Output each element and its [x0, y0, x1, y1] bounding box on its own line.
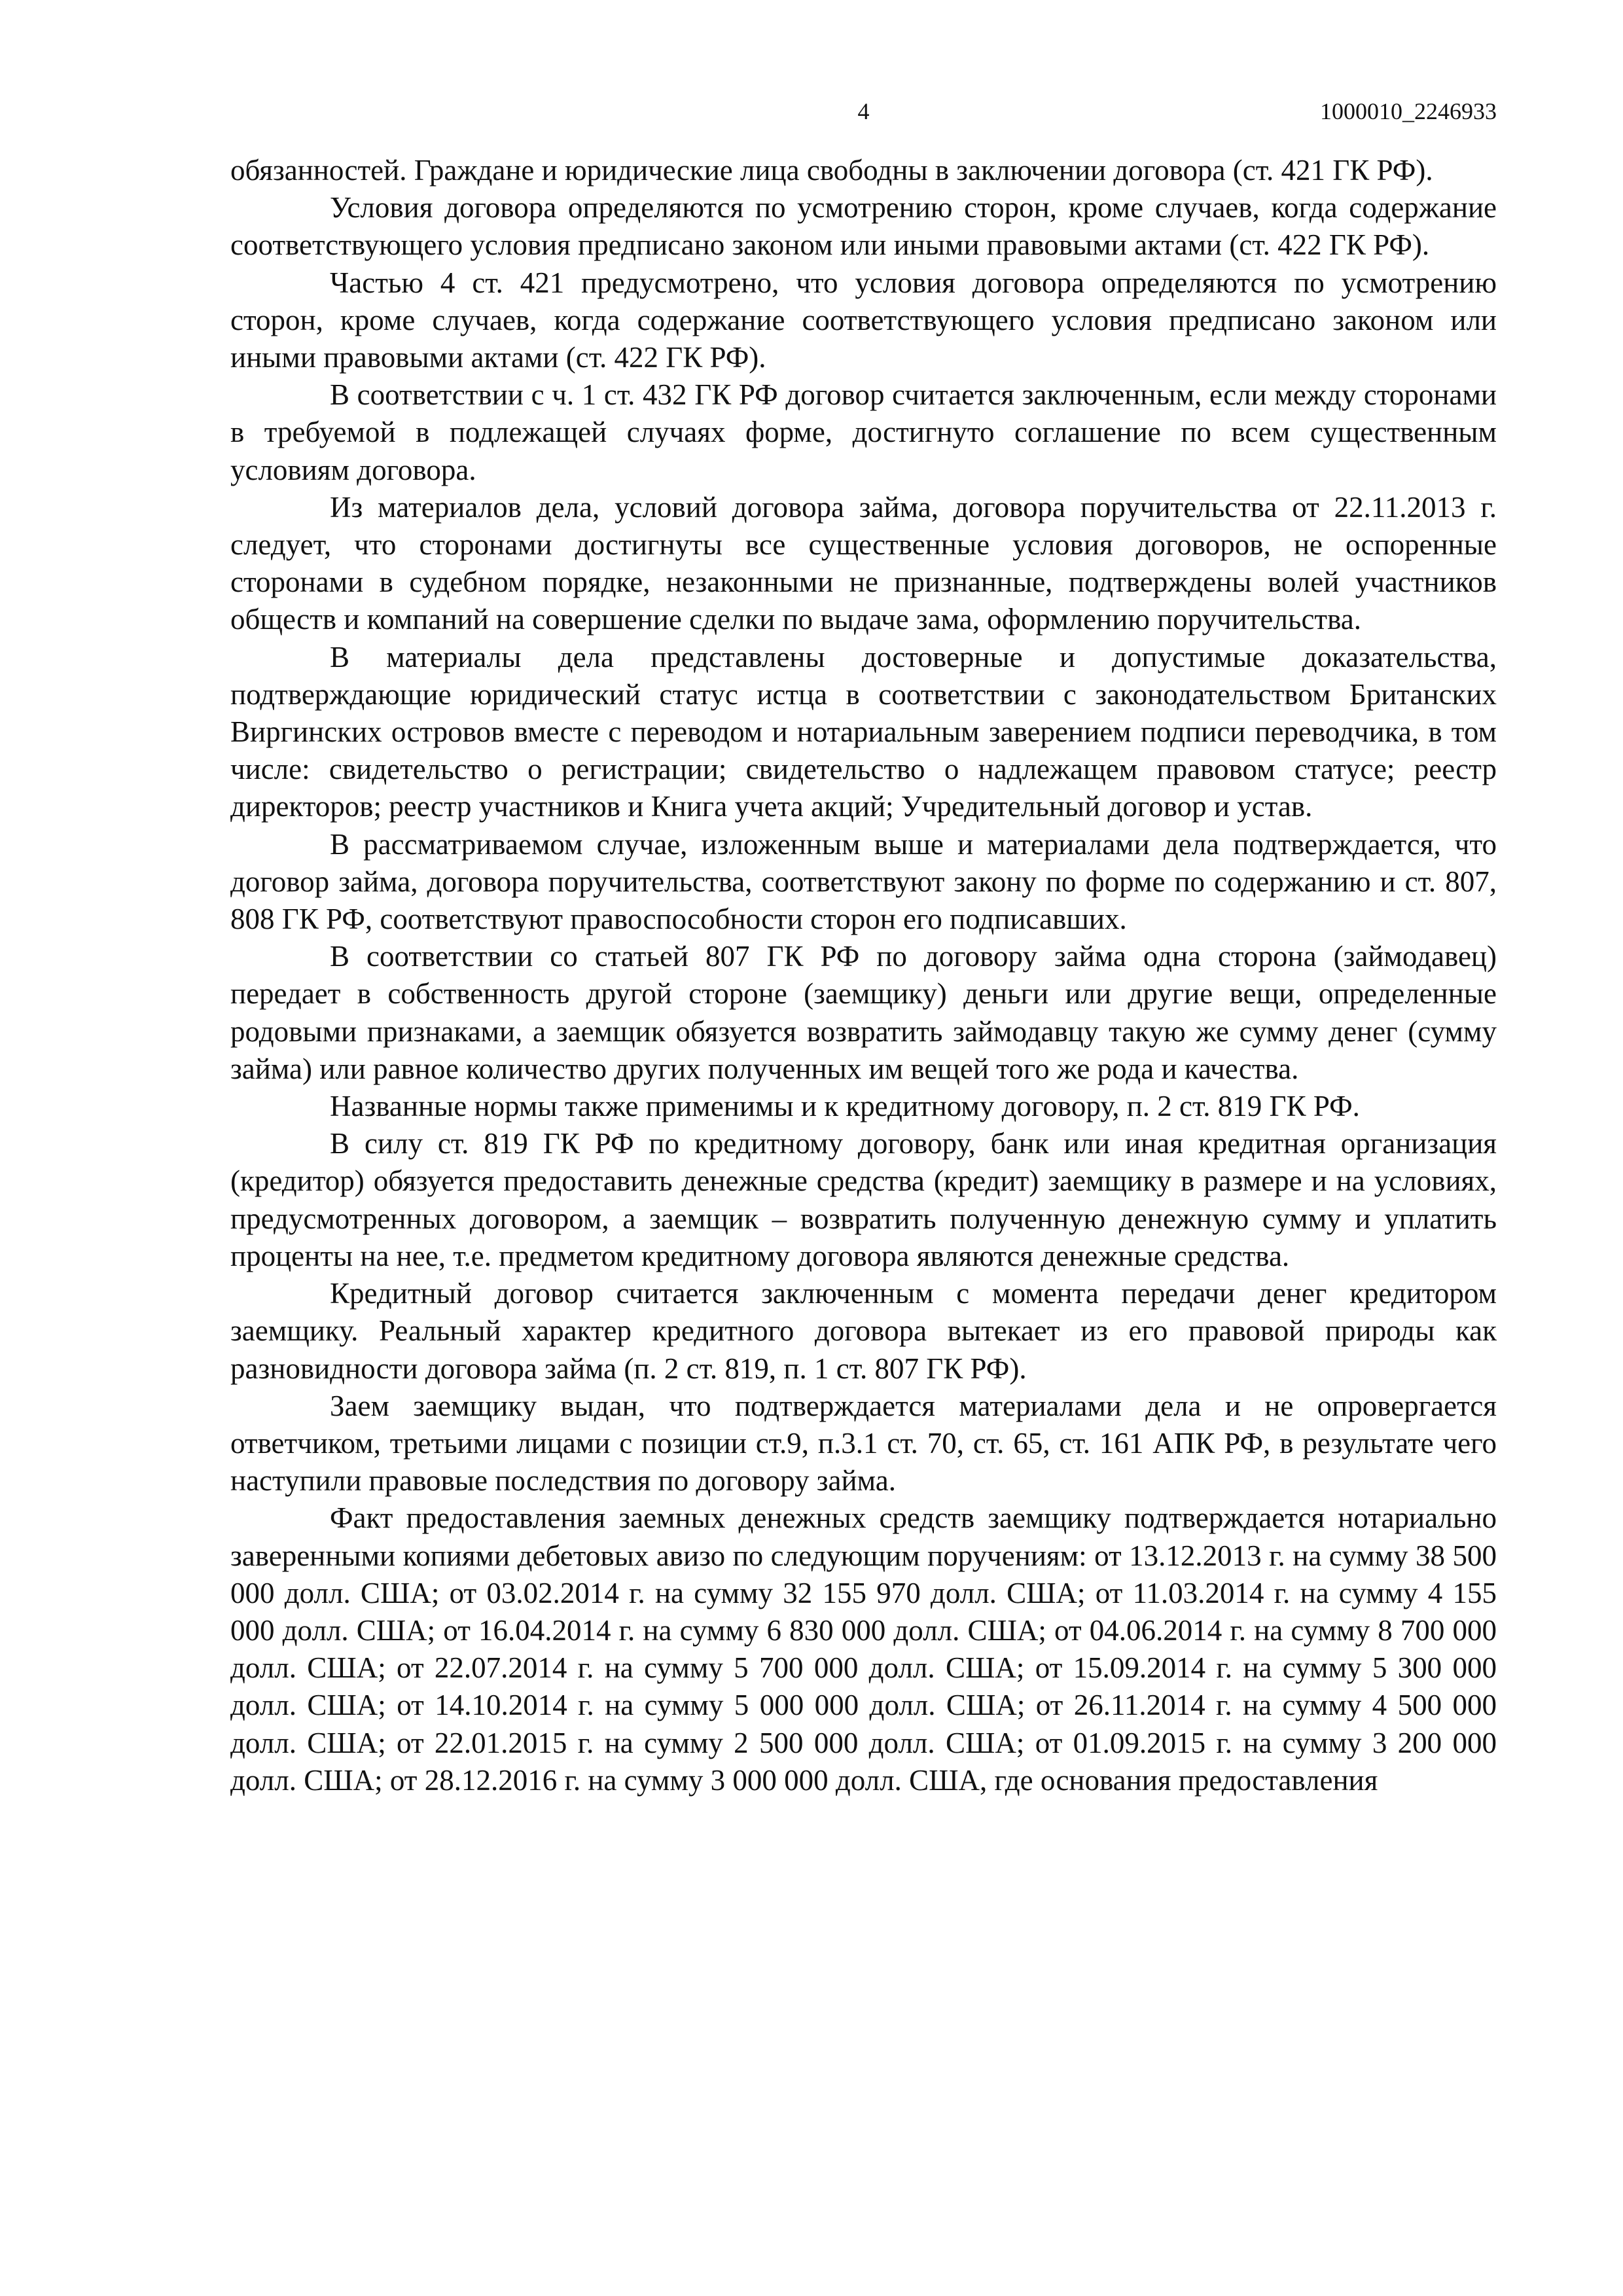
- paragraph: В рассматриваемом случае, изложенным выше и материалами дела подтверждается, что договор займа, договора поручительства, соответствуют закону по форме по содержанию и ст. 807, 808 ГК РФ, соответствуют правоспособности сторон его подписавших.: [230, 827, 1497, 936]
- page-number: 4: [857, 98, 870, 124]
- paragraph: Заем заемщику выдан, что подтверждается материалами дела и не опровергается ответчиком, третьими лицами с позиции ст.9, п.3.1 ст. 70, ст. 65, ст. 161 АПК РФ, в результате чего наступили правовые последствия по договору займа.: [230, 1389, 1497, 1498]
- paragraph: В соответствии со статьей 807 ГК РФ по договору займа одна сторона (займодавец) передает в собственность другой стороне (заемщику) деньги или другие вещи, определенные родовыми признаками, а заемщик обязуется возвратить займодавцу такую же сумму денег (сумму займа) или равное количество других полученных им вещей того же рода и качества.: [230, 940, 1497, 1085]
- paragraph: Названные нормы также применимы и к кредитному договору, п. 2 ст. 819 ГК РФ.: [330, 1090, 1360, 1123]
- paragraph: В силу ст. 819 ГК РФ по кредитному договору, банк или иная кредитная организация (кредитор) обязуется предоставить денежные средства (кредит) заемщику в размере и на условиях, предусмотренных договором, а заемщик – возвратить полученную денежную сумму и уплатить проценты на нее, т.е. предметом кредитному договора являются денежные средства.: [230, 1127, 1497, 1272]
- paragraph: Условия договора определяются по усмотрению сторон, кроме случаев, когда содержание соответствующего условия предписано законом или иными правовыми актами (ст. 422 ГК РФ).: [230, 191, 1497, 262]
- paragraph: Факт предоставления заемных денежных средств заемщику подтверждается нотариально заверенными копиями дебетовых авизо по следующим поручениям: от 13.12.2013 г. на сумму 38 500 000 долл. США; от 03.02.2014 г. на сумму 32 155 970 долл. США; от 11.03.2014 г. на сумму 4 155 000 долл. США; от 16.04.2014 г. на сумму 6 830 000 долл. США; от 04.06.2014 г. на сумму 8 700 000 долл. США; от 22.07.2014 г. на сумму 5 700 000 долл. США; от 15.09.2014 г. на сумму 5 300 000 долл. США; от 14.10.2014 г. на сумму 5 000 000 долл. США; от 26.11.2014 г. на сумму 4 500 000 долл. США; от 22.01.2015 г. на сумму 2 500 000 долл. США; от 01.09.2015 г. на сумму 3 200 000 долл. США; от 28.12.2016 г. на сумму 3 000 000 долл. США, где основания предоставления: [230, 1501, 1497, 1797]
- paragraph: Частью 4 ст. 421 предусмотрено, что условия договора определяются по усмотрению сторон, кроме случаев, когда содержание соответствующего условия предписано законом или иными правовыми актами (ст. 422 ГК РФ).: [230, 266, 1497, 374]
- page-header: [230, 92, 1497, 131]
- paragraph: Кредитный договор считается заключенным с момента передачи денег кредитором заемщику. Реальный характер кредитного договора вытекает из его правовой природы как разновидности договора займа (п. 2 ст. 819, п. 1 ст. 807 ГК РФ).: [230, 1277, 1497, 1385]
- paragraph: В соответствии с ч. 1 ст. 432 ГК РФ договор считается заключенным, если между сторонами в требуемой в подлежащей случаях форме, достигнуто соглашение по всем существенным условиям договора.: [230, 378, 1497, 486]
- document-body: [230, 152, 1497, 1799]
- document-id: 1000010_2246933: [1320, 98, 1497, 124]
- paragraph: обязанностей. Граждане и юридические лица свободны в заключении договора (ст. 421 ГК РФ).: [230, 154, 1433, 187]
- paragraph: Из материалов дела, условий договора займа, договора поручительства от 22.11.2013 г. следует, что сторонами достигнуты все существенные условия договоров, не оспоренные сторонами в судебном порядке, незаконными не признанные, подтверждены волей участников обществ и компаний на совершение сделки по выдаче зама, оформлению поручительства.: [230, 490, 1497, 636]
- paragraph: В материалы дела представлены достоверные и допустимые доказательства, подтверждающие юридический статус истца в соответствии с законодательством Британских Виргинских островов вместе с переводом и нотариальным заверением подписи переводчика, в том числе: свидетельство о регистрации; свидетельство о надлежащем правовом статусе; реестр директоров; реестр участников и Книга учета акций; Учредительный договор и устав.: [230, 640, 1497, 823]
